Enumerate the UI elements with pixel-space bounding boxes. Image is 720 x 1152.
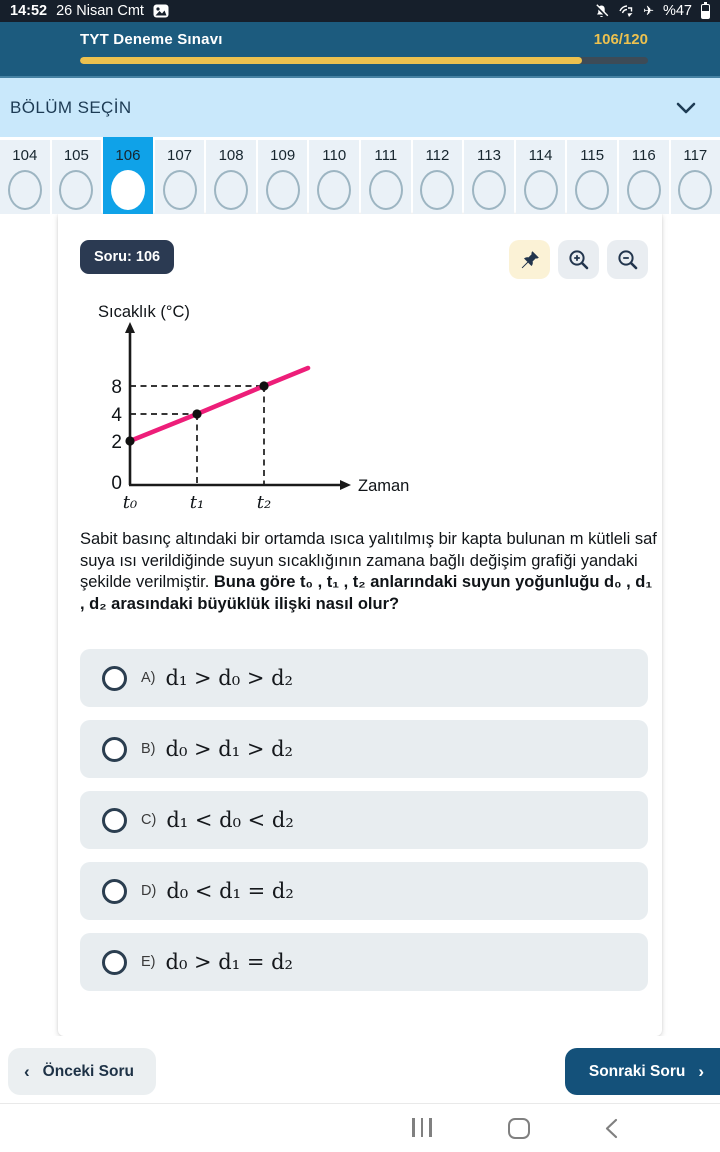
option-letter: D) bbox=[141, 883, 157, 899]
answer-options bbox=[80, 649, 648, 991]
option-c[interactable] bbox=[80, 791, 648, 849]
data-point-t2 bbox=[259, 381, 268, 390]
option-formula: d₁ < d₀ < d₂ bbox=[166, 808, 294, 832]
airplane-mode-icon: ✈ bbox=[643, 3, 654, 18]
question-counter: 106/120 bbox=[593, 31, 648, 48]
question-footer bbox=[0, 1036, 720, 1103]
exam-progress-bar bbox=[80, 57, 648, 64]
date: 26 Nisan Cmt bbox=[56, 3, 144, 19]
y-tick-0: 0 bbox=[111, 473, 122, 494]
exam-header bbox=[0, 22, 720, 78]
option-b-radio[interactable] bbox=[102, 737, 127, 762]
x-tick-t2: t₂ bbox=[256, 492, 272, 513]
y-tick-8: 8 bbox=[111, 377, 122, 398]
option-formula: d₀ > d₁ = d₂ bbox=[165, 950, 293, 974]
answer-ring bbox=[420, 170, 454, 210]
question-card bbox=[58, 214, 662, 1036]
question-badge: Soru: 106 bbox=[80, 240, 174, 274]
option-formula: d₀ > d₁ > d₂ bbox=[165, 737, 293, 761]
option-c-radio[interactable] bbox=[102, 808, 127, 833]
question-cell-104[interactable] bbox=[0, 140, 50, 214]
x-axis-arrow bbox=[340, 480, 351, 490]
y-axis-arrow bbox=[125, 322, 135, 333]
answer-ring bbox=[524, 170, 558, 210]
chevron-right-icon: › bbox=[698, 1061, 704, 1081]
question-cell-117[interactable] bbox=[671, 140, 720, 214]
temperature-time-graph bbox=[96, 303, 426, 517]
question-number: 104 bbox=[12, 147, 38, 164]
question-text-normal: Sabit basınç altındaki bir ortamda ısıca yalıtılmış bir kapta bulunan m kütleli saf suya ısı verildiğinde suyun sıcaklığının zamana bağlı değişim grafiği yandaki şekilde verilmiştir. bbox=[80, 530, 657, 591]
zoom-out-icon bbox=[616, 248, 639, 271]
question-text bbox=[80, 529, 658, 615]
option-a[interactable] bbox=[80, 649, 648, 707]
section-select-label: BÖLÜM SEÇİN bbox=[10, 97, 132, 117]
question-number: 106 bbox=[115, 147, 141, 164]
answer-ring bbox=[111, 170, 145, 210]
y-tick-2: 2 bbox=[111, 432, 122, 453]
question-number: 109 bbox=[270, 147, 296, 164]
x-tick-t0: t₀ bbox=[122, 492, 138, 513]
answer-ring bbox=[369, 170, 403, 210]
question-number: 116 bbox=[631, 147, 656, 164]
question-cell-108[interactable] bbox=[206, 140, 256, 214]
battery-percent: %47 bbox=[662, 3, 692, 19]
zoom-in-icon bbox=[567, 248, 590, 271]
option-letter: B) bbox=[141, 741, 156, 757]
question-cell-116[interactable] bbox=[619, 140, 669, 214]
question-cell-109[interactable] bbox=[258, 140, 308, 214]
option-letter: A) bbox=[141, 670, 156, 686]
question-number-strip bbox=[0, 137, 720, 214]
question-cell-113[interactable] bbox=[464, 140, 514, 214]
x-axis-label: Zaman bbox=[358, 477, 410, 495]
option-b[interactable] bbox=[80, 720, 648, 778]
chevron-down-icon[interactable] bbox=[676, 102, 696, 114]
question-number: 117 bbox=[683, 147, 708, 164]
option-a-radio[interactable] bbox=[102, 666, 127, 691]
answer-ring bbox=[163, 170, 197, 210]
question-cell-111[interactable] bbox=[361, 140, 411, 214]
answer-ring bbox=[214, 170, 248, 210]
question-number: 111 bbox=[374, 147, 398, 164]
option-formula: d₁ > d₀ > d₂ bbox=[165, 666, 293, 690]
option-d[interactable] bbox=[80, 862, 648, 920]
answer-ring bbox=[678, 170, 712, 210]
clock: 14:52 bbox=[10, 3, 48, 19]
back-button[interactable] bbox=[604, 1118, 618, 1139]
option-letter: E) bbox=[141, 954, 156, 970]
question-cell-112[interactable] bbox=[413, 140, 463, 214]
option-formula: d₀ < d₁ = d₂ bbox=[166, 879, 294, 903]
question-text-bold: Buna göre t₀ , t₁ , t₂ anlarındaki suyun yoğunluğu d₀ , d₁ , d₂ arasındaki büyüklük ilişki nasıl olur? bbox=[80, 573, 653, 613]
question-cell-105[interactable] bbox=[52, 140, 102, 214]
network-icon bbox=[618, 4, 634, 19]
x-tick-t1: t₁ bbox=[189, 492, 205, 513]
answer-ring bbox=[266, 170, 300, 210]
question-number: 112 bbox=[425, 147, 450, 164]
previous-question-label: Önceki Soru bbox=[42, 1062, 134, 1080]
data-point-t0 bbox=[125, 436, 134, 445]
question-cell-115[interactable] bbox=[567, 140, 617, 214]
heating-line bbox=[130, 368, 308, 441]
question-cell-107[interactable] bbox=[155, 140, 205, 214]
answer-ring bbox=[59, 170, 93, 210]
answer-ring bbox=[575, 170, 609, 210]
question-number: 108 bbox=[218, 147, 244, 164]
question-number: 113 bbox=[477, 147, 501, 164]
y-axis-label: Sıcaklık (°C) bbox=[98, 303, 190, 321]
answer-ring bbox=[627, 170, 661, 210]
home-button[interactable] bbox=[508, 1118, 530, 1139]
exam-progress-fill bbox=[80, 57, 582, 64]
exam-title: TYT Deneme Sınavı bbox=[80, 31, 223, 48]
section-select-bar[interactable] bbox=[0, 78, 720, 137]
option-e-radio[interactable] bbox=[102, 950, 127, 975]
question-number: 110 bbox=[322, 147, 347, 164]
question-cell-114[interactable] bbox=[516, 140, 566, 214]
pin-question-button[interactable] bbox=[509, 240, 550, 279]
question-number: 105 bbox=[63, 147, 89, 164]
previous-question-button[interactable] bbox=[8, 1048, 156, 1095]
question-number: 114 bbox=[528, 147, 553, 164]
recent-apps-button[interactable] bbox=[412, 1118, 432, 1137]
answer-ring bbox=[472, 170, 506, 210]
question-cell-110[interactable] bbox=[309, 140, 359, 214]
next-question-button[interactable] bbox=[565, 1048, 720, 1095]
question-number: 115 bbox=[580, 147, 605, 164]
battery-icon bbox=[701, 4, 710, 19]
status-bar bbox=[0, 0, 720, 22]
answer-ring bbox=[317, 170, 351, 210]
option-letter: C) bbox=[141, 812, 157, 828]
next-question-label: Sonraki Soru bbox=[588, 1062, 686, 1080]
y-tick-4: 4 bbox=[111, 405, 122, 426]
question-number: 107 bbox=[167, 147, 193, 164]
gallery-icon bbox=[153, 4, 169, 18]
chevron-left-icon: ‹ bbox=[24, 1061, 30, 1081]
pushpin-icon bbox=[519, 249, 541, 271]
zoom-in-button[interactable] bbox=[558, 240, 599, 279]
option-d-radio[interactable] bbox=[102, 879, 127, 904]
android-navbar bbox=[0, 1103, 720, 1152]
answer-ring bbox=[8, 170, 42, 210]
data-point-t1 bbox=[192, 409, 201, 418]
mute-icon bbox=[594, 4, 609, 19]
zoom-out-button[interactable] bbox=[607, 240, 648, 279]
option-e[interactable] bbox=[80, 933, 648, 991]
question-cell-106-active[interactable] bbox=[103, 137, 153, 214]
